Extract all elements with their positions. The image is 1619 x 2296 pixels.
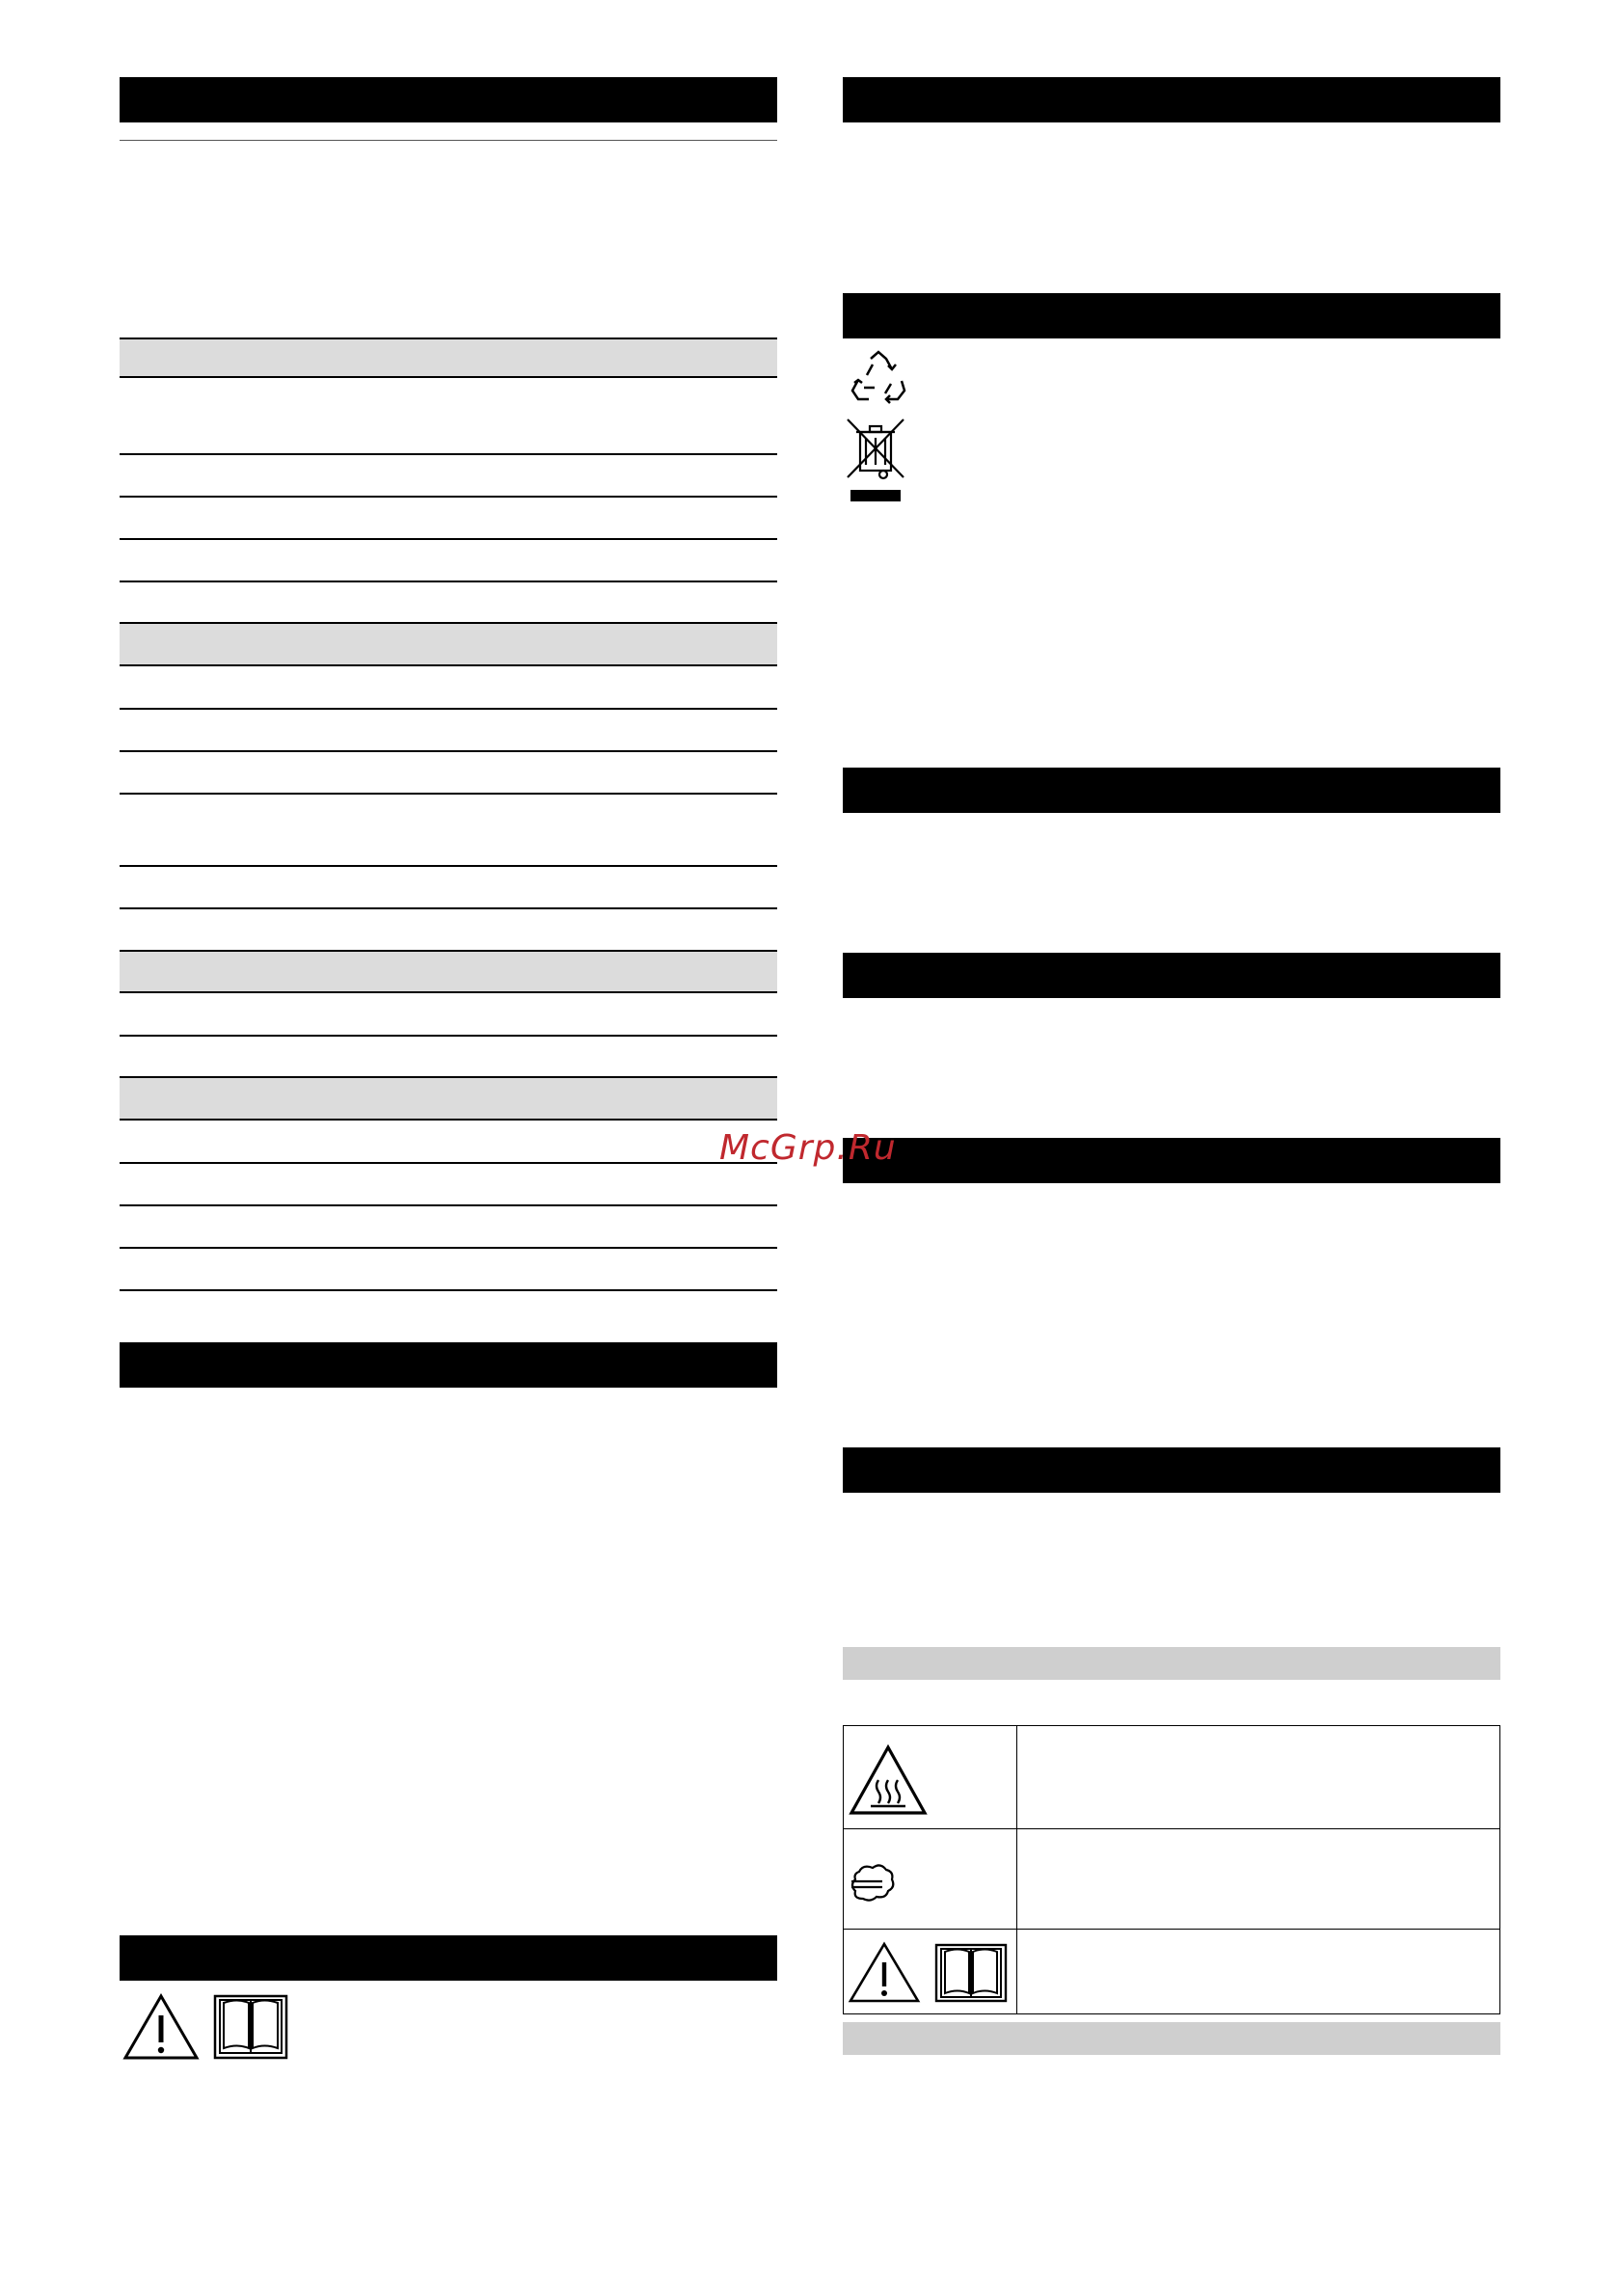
warning-row: [844, 1726, 1499, 1829]
warning-row: [844, 1930, 1499, 2013]
divider: [120, 140, 777, 141]
table-group-header: [120, 950, 777, 993]
section-header-bar: [120, 77, 777, 122]
gray-band: [843, 1647, 1500, 1680]
section-header-bar: [843, 1447, 1500, 1493]
manual-book-icon: [210, 1992, 291, 2062]
section-header-bar: [843, 768, 1500, 813]
section-header-bar: [120, 1935, 777, 1981]
warning-row: [844, 1829, 1499, 1930]
table-group-header: [120, 622, 777, 666]
section-header-bar: [843, 77, 1500, 122]
section-header-bar: [843, 953, 1500, 998]
warning-table: [843, 1725, 1500, 2014]
warning-text: [1017, 1930, 1499, 2013]
table-row-divider: [120, 1289, 777, 1291]
crossed-bin-icon: [845, 417, 906, 503]
table-row-divider: [120, 453, 777, 455]
table-row-divider: [120, 750, 777, 752]
section-header-bar: [843, 293, 1500, 338]
warning-triangle-icon: [848, 1941, 921, 2005]
table-row-divider: [120, 1035, 777, 1037]
section-header-bar: [843, 1138, 1500, 1183]
warning-text: [1017, 1829, 1499, 1929]
table-row-divider: [120, 708, 777, 710]
table-row-divider: [120, 538, 777, 540]
table-group-header: [120, 1076, 777, 1121]
steam-icon: [850, 1862, 898, 1904]
table-row-divider: [120, 793, 777, 795]
watermark-text: McGrp.Ru: [719, 1128, 897, 1168]
warning-triangle-icon: [121, 1992, 201, 2062]
table-row-divider: [120, 1204, 777, 1206]
table-row-divider: [120, 1162, 777, 1164]
table-group-header: [120, 338, 777, 378]
section-header-bar: [120, 1342, 777, 1388]
warning-text: [1017, 1726, 1499, 1828]
table-row-divider: [120, 865, 777, 867]
recycle-icon: [849, 349, 908, 409]
gray-band: [843, 2022, 1500, 2055]
hot-surface-warning-icon: [848, 1743, 929, 1817]
manual-book-icon: [932, 1941, 1010, 2005]
table-row-divider: [120, 581, 777, 582]
table-row-divider: [120, 907, 777, 909]
table-row-divider: [120, 1247, 777, 1249]
table-row-divider: [120, 496, 777, 498]
